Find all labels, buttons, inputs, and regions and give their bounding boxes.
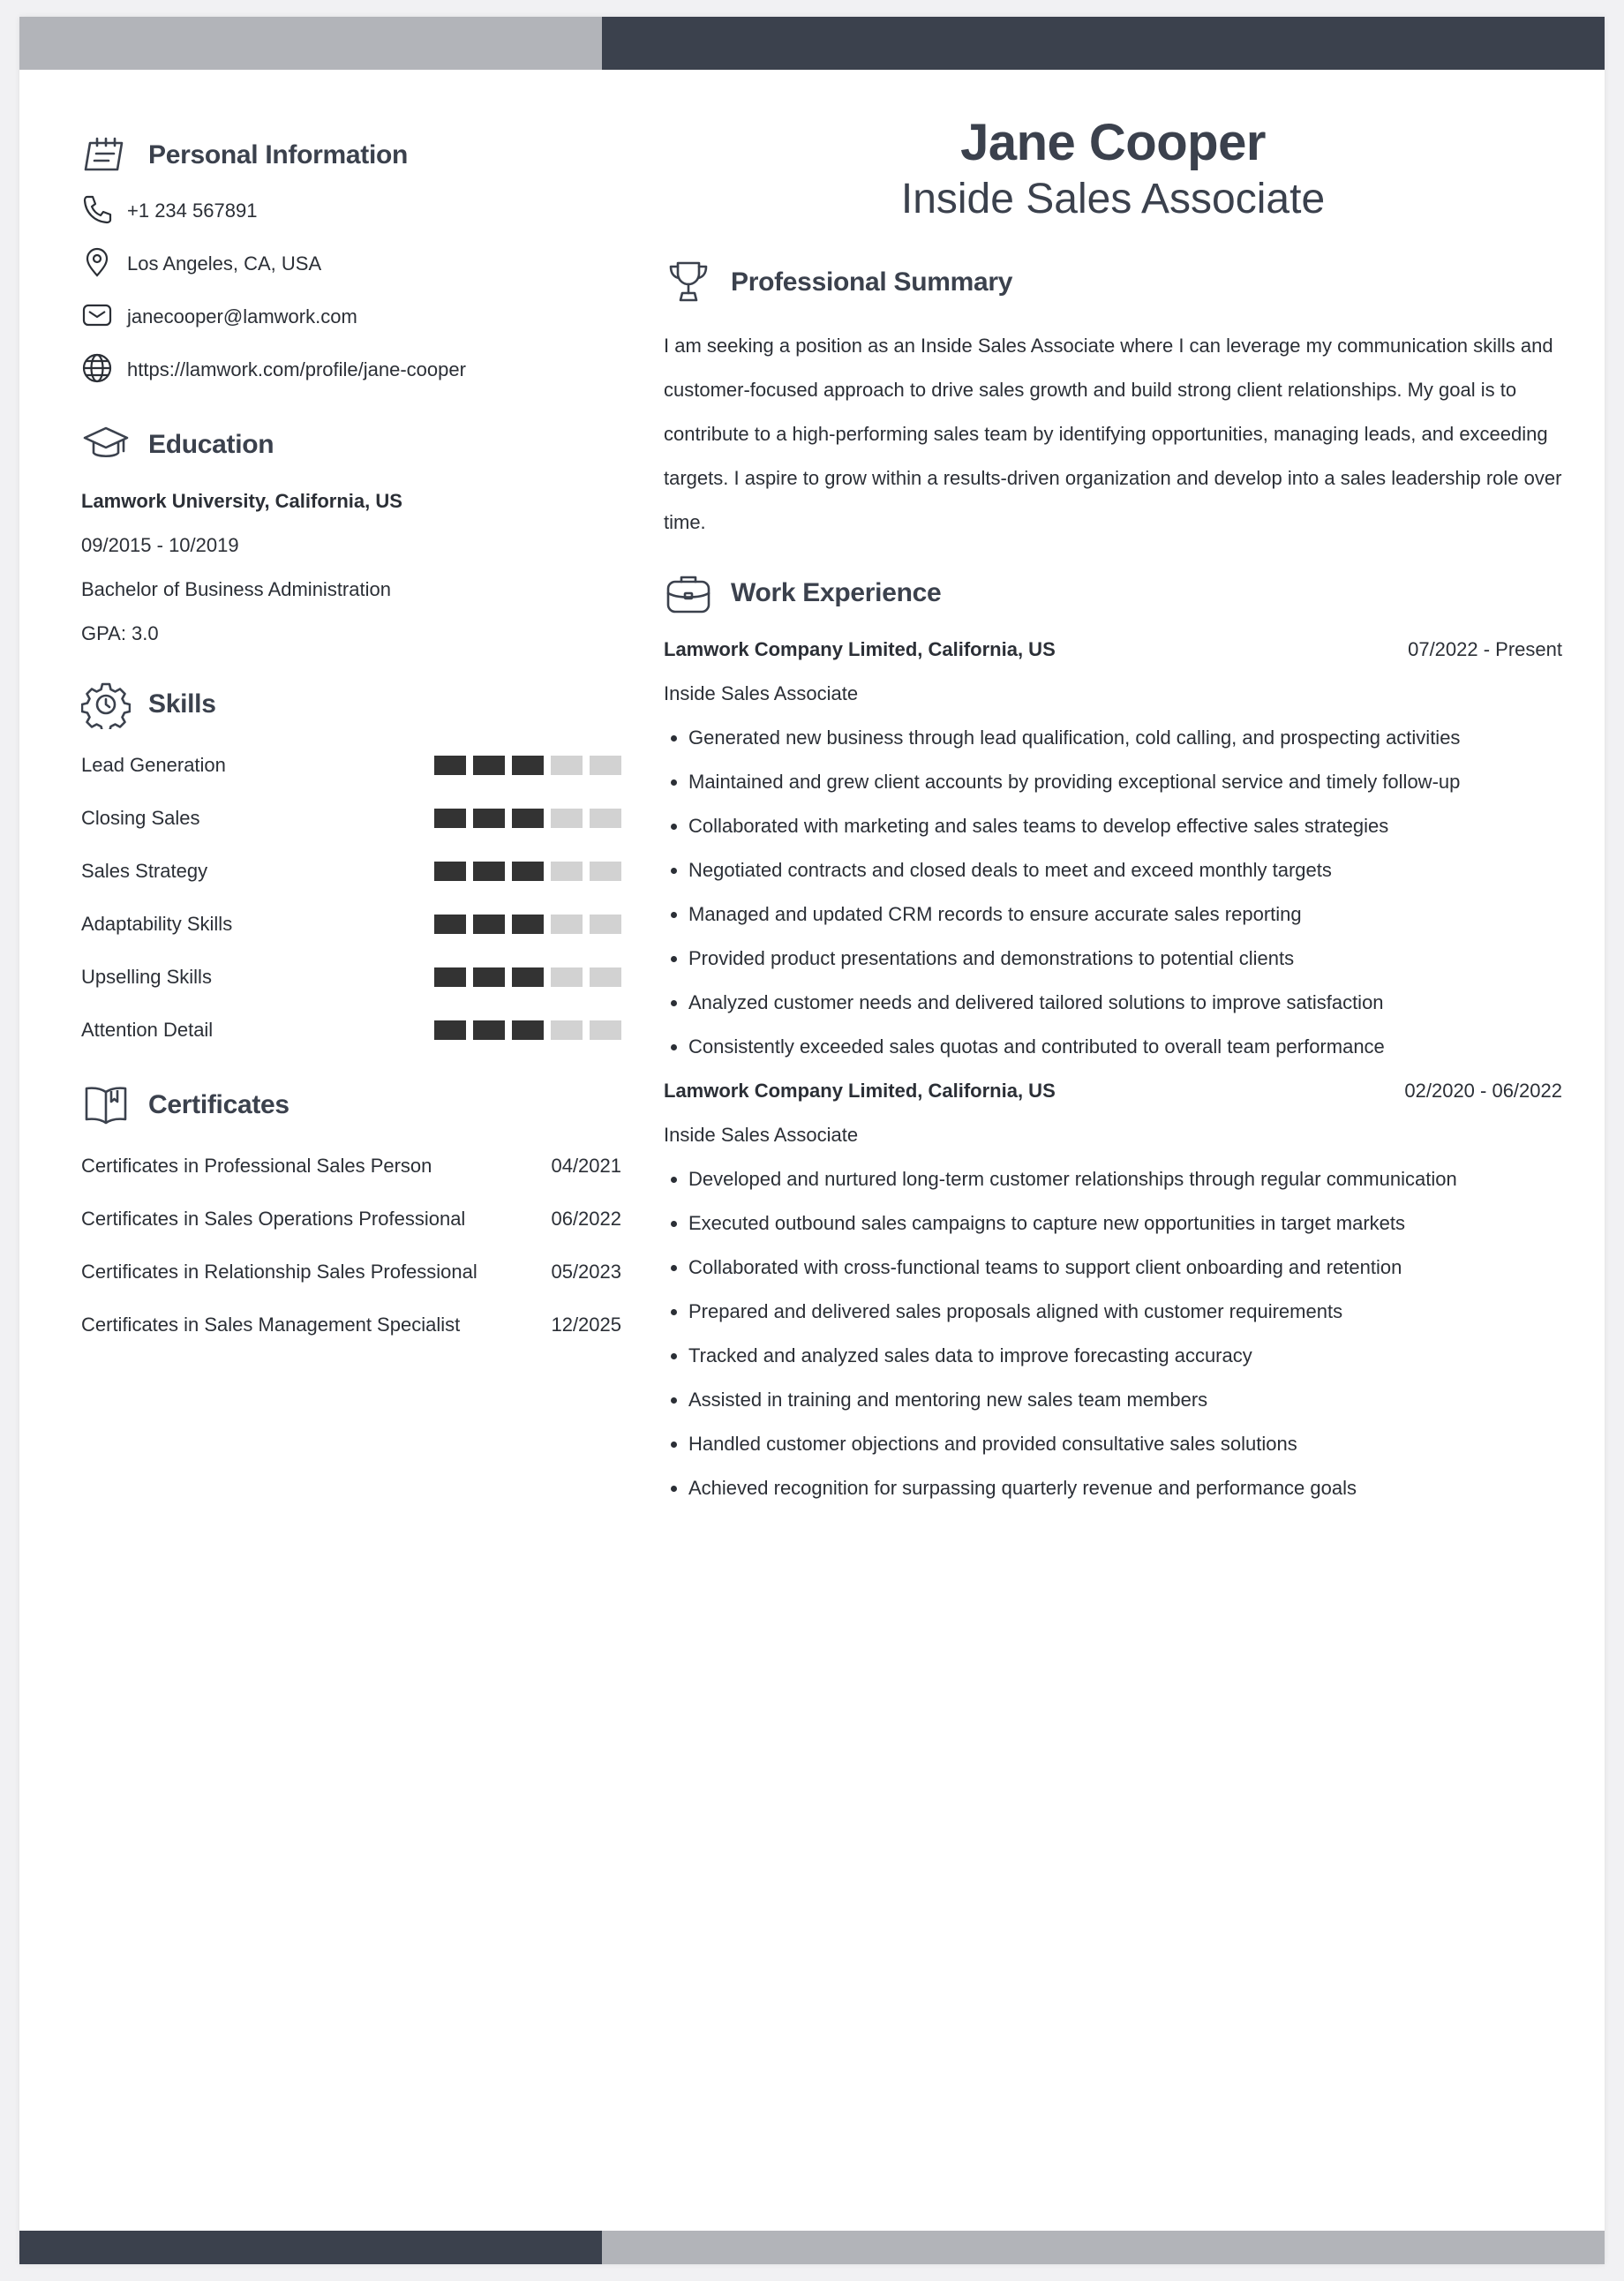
job-role: Inside Sales Associate bbox=[664, 682, 859, 704]
duty-item: Achieved recognition for surpassing quarterly revenue and performance goals bbox=[664, 1466, 1562, 1510]
duty-item: Provided product presentations and demonstrations to potential clients bbox=[664, 937, 1562, 981]
skill-name: Sales Strategy bbox=[81, 860, 208, 882]
duty-item: Assisted in training and mentoring new sales team members bbox=[664, 1378, 1562, 1422]
certificate-name: Certificates in Sales Operations Professional bbox=[81, 1208, 466, 1230]
skill-name: Closing Sales bbox=[81, 807, 200, 829]
certificate-row bbox=[81, 1299, 621, 1351]
rating-block-empty bbox=[590, 756, 621, 775]
duty-item: Maintained and grew client accounts by providing exceptional service and timely follow-up bbox=[664, 760, 1562, 804]
skill-rating bbox=[434, 967, 621, 987]
rating-block-filled bbox=[434, 809, 466, 828]
certificate-date: 05/2023 bbox=[551, 1261, 621, 1283]
section-title: Education bbox=[148, 430, 274, 459]
duty-item: Negotiated contracts and closed deals to meet and exceed monthly targets bbox=[664, 848, 1562, 892]
skill-name: Attention Detail bbox=[81, 1019, 214, 1041]
education-dates: 09/2015 - 10/2019 bbox=[81, 534, 239, 556]
work-experience-section bbox=[664, 564, 1562, 1510]
summary-text: I am seeking a position as an Inside Sales Associate where I can leverage my communication skills and customer-focused approach to drive sales growth and build strong client relationships. My goal is to contribute to a high-performing sales team by identifying opportunities, managing leads, and exceeding targets. I aspire to grow within a results-driven organization and develop into a sales leadership role over time. bbox=[664, 335, 1562, 533]
duty-item: Collaborated with marketing and sales teams to develop effective sales strategies bbox=[664, 804, 1562, 848]
job-header bbox=[664, 628, 1562, 672]
skill-row bbox=[81, 739, 621, 792]
school-name: Lamwork University, California, US bbox=[81, 490, 402, 512]
duty-item: Executed outbound sales campaigns to capture new opportunities in target markets bbox=[664, 1201, 1562, 1246]
rating-block-filled bbox=[512, 756, 544, 775]
duty-item: Tracked and analyzed sales data to improve forecasting accuracy bbox=[664, 1334, 1562, 1378]
duty-item: Managed and updated CRM records to ensure accurate sales reporting bbox=[664, 892, 1562, 937]
skills-section bbox=[81, 675, 621, 1057]
phone-icon bbox=[81, 193, 117, 229]
resume-page bbox=[19, 17, 1605, 2264]
rating-block-empty bbox=[551, 809, 583, 828]
job-entry bbox=[664, 1069, 1562, 1510]
envelope-icon bbox=[81, 299, 117, 335]
certificate-name: Certificates in Sales Management Specialist bbox=[81, 1314, 461, 1336]
email-row bbox=[81, 290, 621, 343]
gpa: GPA: 3.0 bbox=[81, 622, 159, 644]
rating-block-filled bbox=[473, 809, 505, 828]
left-column bbox=[81, 126, 621, 1351]
rating-block-filled bbox=[473, 756, 505, 775]
skill-name: Lead Generation bbox=[81, 754, 226, 776]
skills-list bbox=[81, 739, 621, 1057]
rating-block-empty bbox=[590, 1020, 621, 1040]
skill-row bbox=[81, 898, 621, 951]
certificates-list bbox=[81, 1140, 621, 1351]
skill-row bbox=[81, 792, 621, 845]
duty-item: Consistently exceeded sales quotas and contributed to overall team performance bbox=[664, 1025, 1562, 1069]
skill-rating bbox=[434, 862, 621, 881]
rating-block-filled bbox=[473, 967, 505, 987]
candidate-name: Jane Cooper bbox=[960, 114, 1266, 171]
globe-icon bbox=[81, 352, 117, 388]
skill-row bbox=[81, 1004, 621, 1057]
section-title: Work Experience bbox=[731, 578, 942, 607]
section-title: Certificates bbox=[148, 1090, 289, 1119]
rating-block-empty bbox=[551, 862, 583, 881]
rating-block-filled bbox=[434, 756, 466, 775]
rating-block-empty bbox=[551, 1020, 583, 1040]
rating-block-filled bbox=[434, 862, 466, 881]
rating-block-empty bbox=[590, 809, 621, 828]
certificate-row bbox=[81, 1193, 621, 1246]
rating-block-filled bbox=[512, 1020, 544, 1040]
trophy-icon bbox=[664, 258, 713, 307]
skill-rating bbox=[434, 1020, 621, 1040]
job-duties bbox=[664, 716, 1562, 1069]
skill-rating bbox=[434, 809, 621, 828]
personal-information-section bbox=[81, 126, 621, 396]
location-pin-icon bbox=[81, 246, 117, 282]
certificate-name: Certificates in Relationship Sales Professional bbox=[81, 1261, 477, 1283]
skill-row bbox=[81, 845, 621, 898]
rating-block-filled bbox=[434, 915, 466, 934]
rating-block-empty bbox=[551, 967, 583, 987]
certificate-row bbox=[81, 1140, 621, 1193]
duty-item: Handled customer objections and provided consultative sales solutions bbox=[664, 1422, 1562, 1466]
website-row bbox=[81, 343, 621, 396]
location-row bbox=[81, 237, 621, 290]
rating-block-filled bbox=[473, 862, 505, 881]
certificate-name: Certificates in Professional Sales Person bbox=[81, 1155, 432, 1177]
gear-icon bbox=[81, 680, 131, 729]
certificate-date: 06/2022 bbox=[551, 1208, 621, 1230]
skill-rating bbox=[434, 915, 621, 934]
duty-item: Collaborated with cross-functional teams to support client onboarding and retention bbox=[664, 1246, 1562, 1290]
section-title: Professional Summary bbox=[731, 267, 1013, 297]
rating-block-filled bbox=[473, 915, 505, 934]
phone-text: +1 234 567891 bbox=[127, 199, 258, 222]
rating-block-filled bbox=[512, 809, 544, 828]
job-company: Lamwork Company Limited, California, US bbox=[664, 1080, 1056, 1102]
skill-name: Adaptability Skills bbox=[81, 913, 233, 935]
bottom-bar-dark bbox=[19, 2231, 602, 2264]
skill-rating bbox=[434, 756, 621, 775]
candidate-title: Inside Sales Associate bbox=[900, 176, 1326, 222]
rating-block-filled bbox=[512, 967, 544, 987]
bottom-bar-light bbox=[602, 2231, 1605, 2264]
duty-item: Developed and nurtured long-term customer relationships through regular communication bbox=[664, 1157, 1562, 1201]
section-title: Personal Information bbox=[148, 140, 409, 169]
rating-block-empty bbox=[551, 756, 583, 775]
section-title: Skills bbox=[148, 689, 216, 719]
rating-block-filled bbox=[512, 862, 544, 881]
phone-row bbox=[81, 184, 621, 237]
rating-block-filled bbox=[434, 967, 466, 987]
rating-block-filled bbox=[512, 915, 544, 934]
job-dates: 07/2022 - Present bbox=[1408, 638, 1562, 660]
rating-block-empty bbox=[590, 862, 621, 881]
skill-row bbox=[81, 951, 621, 1004]
top-bar-light bbox=[19, 17, 602, 70]
duty-item: Analyzed customer needs and delivered tailored solutions to improve satisfaction bbox=[664, 981, 1562, 1025]
graduation-cap-icon bbox=[81, 420, 131, 470]
degree: Bachelor of Business Administration bbox=[81, 578, 391, 600]
jobs-list bbox=[664, 628, 1562, 1510]
rating-block-empty bbox=[590, 967, 621, 987]
right-column bbox=[664, 114, 1562, 1510]
website-link[interactable]: https://lamwork.com/profile/jane-cooper bbox=[127, 358, 466, 380]
job-dates: 02/2020 - 06/2022 bbox=[1404, 1080, 1562, 1102]
open-book-icon bbox=[81, 1080, 131, 1130]
certificate-date: 04/2021 bbox=[551, 1155, 621, 1177]
job-role: Inside Sales Associate bbox=[664, 1124, 859, 1146]
duty-item: Prepared and delivered sales proposals aligned with customer requirements bbox=[664, 1290, 1562, 1334]
briefcase-icon bbox=[664, 568, 713, 618]
skill-name: Upselling Skills bbox=[81, 966, 212, 988]
professional-summary-section bbox=[664, 253, 1562, 545]
rating-block-empty bbox=[551, 915, 583, 934]
job-duties bbox=[664, 1157, 1562, 1510]
email-link[interactable]: janecooper@lamwork.com bbox=[127, 305, 357, 327]
certificates-section bbox=[81, 1076, 621, 1351]
rating-block-filled bbox=[434, 1020, 466, 1040]
rating-block-filled bbox=[473, 1020, 505, 1040]
certificate-date: 12/2025 bbox=[551, 1314, 621, 1336]
certificate-row bbox=[81, 1246, 621, 1299]
duty-item: Generated new business through lead qualification, cold calling, and prospecting activities bbox=[664, 716, 1562, 760]
job-company: Lamwork Company Limited, California, US bbox=[664, 638, 1056, 660]
rating-block-empty bbox=[590, 915, 621, 934]
job-header bbox=[664, 1069, 1562, 1113]
education-section bbox=[81, 416, 621, 656]
top-bar-dark bbox=[602, 17, 1605, 70]
calendar-note-icon bbox=[81, 131, 131, 180]
location-text: Los Angeles, CA, USA bbox=[127, 252, 322, 275]
job-entry bbox=[664, 628, 1562, 1069]
